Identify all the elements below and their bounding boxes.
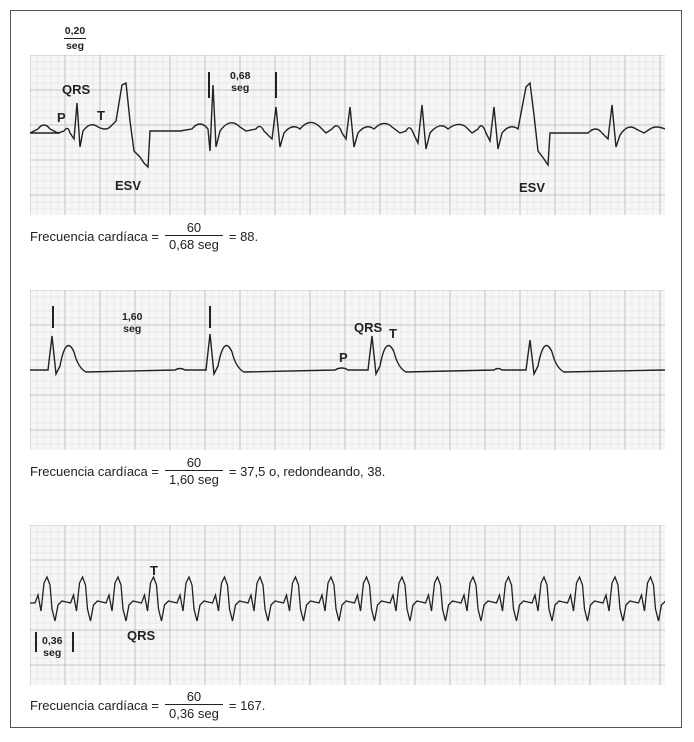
formula-1-numerator: 60 xyxy=(186,220,202,235)
label-qrs-3: QRS xyxy=(127,628,156,643)
formula-3 xyxy=(30,689,265,721)
ecg-trace-3 xyxy=(30,577,665,621)
formula-1-result: = 88. xyxy=(228,228,259,244)
formula-2-fraction xyxy=(165,455,223,487)
formula-3-result: = 167. xyxy=(228,697,266,713)
formula-1 xyxy=(30,220,258,252)
label-p-1: P xyxy=(57,110,66,125)
label-esv-2: ESV xyxy=(519,180,546,195)
scale-bar-label: 0,20 seg xyxy=(64,25,86,52)
formula-2-numerator: 60 xyxy=(186,455,202,470)
formula-3-numerator: 60 xyxy=(186,689,202,704)
formula-2-result: = 37,5 o, redondeando, 38. xyxy=(228,463,386,479)
formula-1-prefix: Frecuencia cardíaca = xyxy=(30,228,159,244)
interval-label-2: 1,60 seg xyxy=(122,311,143,335)
ecg-strip-3 xyxy=(30,525,665,685)
interval-label-3: 0,36 seg xyxy=(42,635,63,659)
ecg-grid-3 xyxy=(30,525,665,685)
label-qrs-1: QRS xyxy=(62,82,91,97)
label-t-2: T xyxy=(389,326,397,341)
formula-1-fraction xyxy=(165,220,223,252)
interval-marker-1b xyxy=(275,72,277,98)
interval-marker-2a xyxy=(52,306,54,328)
label-p-2: P xyxy=(339,350,348,365)
interval-marker-3a xyxy=(35,632,37,652)
formula-2-prefix: Frecuencia cardíaca = xyxy=(30,463,159,479)
formula-3-fraction xyxy=(165,689,223,721)
formula-3-prefix: Frecuencia cardíaca = xyxy=(30,697,159,713)
label-qrs-2: QRS xyxy=(354,320,383,335)
interval-marker-1a xyxy=(208,72,210,98)
formula-3-denominator: 0,36 seg xyxy=(165,704,223,721)
formula-2 xyxy=(30,455,385,487)
formula-1-denominator: 0,68 seg xyxy=(165,235,223,252)
formula-2-denominator: 1,60 seg xyxy=(165,470,223,487)
interval-marker-2b xyxy=(209,306,211,328)
interval-label-1: 0,68 seg xyxy=(230,70,251,94)
interval-marker-3b xyxy=(72,632,74,652)
label-t-3: T xyxy=(150,563,158,578)
ecg-strip-3-svg xyxy=(30,525,665,685)
label-esv-1: ESV xyxy=(115,178,142,193)
label-t-1: T xyxy=(97,108,105,123)
